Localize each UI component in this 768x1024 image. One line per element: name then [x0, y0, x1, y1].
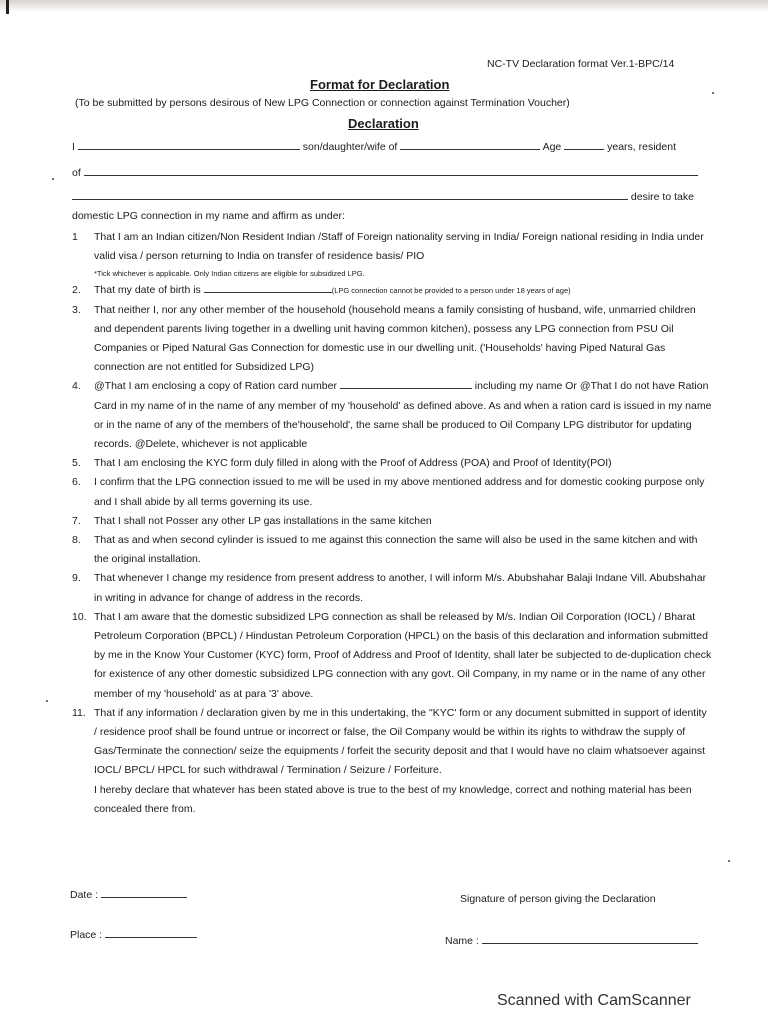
address-field-2[interactable] [72, 188, 628, 200]
list-item [72, 454, 712, 473]
of-label: of [72, 167, 81, 179]
item-number: 8. [72, 534, 81, 547]
date-field[interactable] [101, 886, 187, 898]
item-number: 11. [72, 706, 86, 719]
address-line-1 [72, 164, 698, 179]
list-item [72, 512, 712, 531]
list-item [72, 473, 712, 511]
name-label: Name : [445, 935, 479, 947]
list-item [72, 281, 712, 300]
speck [712, 92, 714, 94]
relation-name-field[interactable] [400, 138, 540, 150]
list-item [72, 531, 712, 569]
date-row [70, 886, 187, 901]
item-text: That I am aware that the domestic subsidized LPG connection as shall be released by M/s. Indian Oil Corporation (IOCL) / Bharat Petroleum Corporation (BPCL) / Hindustan Petroleum Corporation (HPCL) on the basis of this declaration and information submitted by me in the Know Your Customer (KYC) form, Proof of Address and Proof of Identity, shall later be subjected to de-duplication check for existence of any other domestic subsidized LPG connection with any govt. Oil Company, in my name or in the name of any other member of my 'household' as at para '3' above. [94, 610, 712, 700]
date-label: Date : [70, 889, 99, 901]
speck [52, 178, 54, 180]
list-item [72, 704, 712, 781]
list-item [72, 608, 712, 704]
item-text: That I am enclosing the KYC form duly filled in along with the Proof of Address (POA) and Proof of Identity(POI) [94, 457, 612, 470]
item-number: 9. [72, 572, 81, 585]
page-title: Format for Declaration [310, 77, 450, 92]
applicant-prefix: I [72, 141, 75, 153]
place-label: Place : [70, 929, 103, 941]
item-text: @That I am enclosing a copy of Ration card number [94, 380, 337, 393]
address-field-1[interactable] [84, 164, 698, 176]
speck [46, 700, 48, 702]
item-number: 1 [72, 231, 78, 243]
age-field[interactable] [564, 138, 604, 150]
age-label: Age [542, 141, 562, 153]
list-item [72, 377, 712, 454]
item-number: 3. [72, 303, 81, 316]
resident-label: years, resident [607, 141, 676, 153]
applicant-name-field[interactable] [78, 138, 300, 150]
dob-field[interactable] [204, 281, 332, 293]
form-reference: NC-TV Declaration format Ver.1-BPC/14 [487, 58, 675, 70]
scan-edge [0, 0, 768, 12]
name-row [445, 932, 698, 947]
ration-card-field[interactable] [340, 377, 472, 389]
final-statement: I hereby declare that whatever has been stated above is true to the best of my knowledge, correct and nothing material has been concealed there from. [94, 783, 692, 815]
item-text: That my date of birth is [94, 284, 201, 297]
declaration-items [72, 228, 712, 819]
item-number: 6. [72, 476, 81, 489]
page-subtitle: (To be submitted by persons desirous of New LPG Connection or connection against Termination Voucher) [75, 97, 570, 109]
declaration-heading: Declaration [348, 116, 419, 131]
item-text: That I shall not Posser any other LP gas installations in the same kitchen [94, 514, 432, 527]
relation-label: son/daughter/wife of [302, 141, 398, 153]
scan-mark [6, 0, 9, 14]
list-item [72, 228, 712, 281]
item-text: That I am an Indian citizen/Non Resident Indian /Staff of Foreign nationality serving in India/ Foreign national residing in India under valid visa / person returning to India on transfer of residence basis/ PIO [94, 231, 704, 263]
name-field[interactable] [482, 932, 698, 944]
item-text: I confirm that the LPG connection issued to me will be used in my above mentioned address and for domestic cooking purpose only and I shall abide by all terms governing its use. [94, 476, 705, 508]
speck [728, 860, 730, 862]
list-item [72, 301, 712, 378]
applicant-line [72, 138, 676, 153]
intro-text: domestic LPG connection in my name and affirm as under: [72, 210, 345, 222]
place-field[interactable] [105, 926, 197, 938]
item-number: 5. [72, 457, 81, 470]
item-text: That as and when second cylinder is issued to me against this connection the same will also be used in the same kitchen and with the original installation. [94, 534, 698, 566]
address-line-2 [72, 188, 694, 203]
item-text: including my name Or @That I do not have Ration Card in my name of in the name of any member of my 'household' as defined above. As and when a ration card is issued in my name or in the name of any of the members of the'household', the same shall be produced to Oil Company LPG distributor for updating records. @Delete, whichever is not applicable [94, 380, 712, 451]
item-text: That neither I, nor any other member of the household (household means a family consisting of husband, wife, unmarried children and dependent parents living together in a dwelling unit having common kitchen), possess any LPG connection from PSU Oil Companies or Piped Natural Gas Connection for domestic use in our dwelling unit. ('Households' having Piped Natural Gas connection are not entitled for Subsidized LPG) [94, 303, 696, 374]
item-number: 7. [72, 514, 81, 527]
camscanner-watermark: Scanned with CamScanner [497, 992, 691, 1009]
item-text: That if any information / declaration given by me in this undertaking, the "KYC' form or any document submitted in support of identity / residence proof shall be found untrue or incorrect or false, the Oil Company would be within its rights to withdraw the supply of Gas/Terminate the connection/ seize the equipments / forfeit the security deposit and that I would have no claim whatsoever against IOCL/ BPCL/ HPCL for such withdrawal / Termination / Seizure / Forfeiture. [94, 706, 707, 777]
place-row [70, 926, 197, 941]
item-number: 10. [72, 610, 87, 623]
item-note: *Tick whichever is applicable. Only Indian citizens are eligible for subsidized LPG. [94, 269, 365, 279]
list-item [72, 569, 712, 607]
item-note: (LPG connection cannot be provided to a person under 18 years of age) [331, 286, 571, 296]
signature-label: Signature of person giving the Declaration [460, 893, 656, 905]
item-text: That whenever I change my residence from present address to another, I will inform M/s. Abubshahar Balaji Indane Vill. Abubshahar in writing in advance for change of address in the records. [94, 572, 707, 604]
item-number: 4. [72, 380, 81, 393]
desire-label: desire to take [630, 191, 694, 203]
item-number: 2. [72, 284, 81, 297]
